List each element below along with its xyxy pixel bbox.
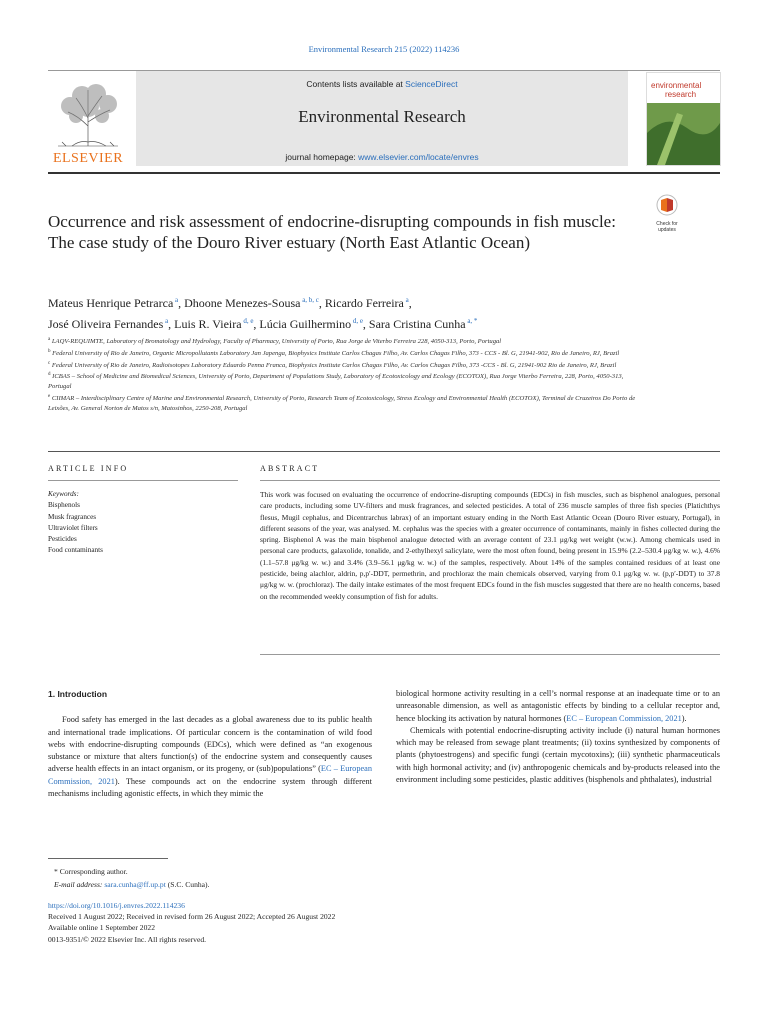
affiliation-item: $^e$ CIIMAR – Interdisciplinary Centre of Marine and Environmental Research, University of Porto, Research Team of Ecotoxicology, Stress Ecology and Environmental Health (ECOTOX), Terminal de Cruzeiros Do Porto de Leixões, Av. General Norton de Matos s/n, Matosinhos, 2250-208, Portugal [48,393,636,412]
author-affiliation-marker[interactable]: a [165,317,169,325]
affiliation-item: $^b$ Federal University of Rio de Janeiro, Organic Micropollutants Laboratory Jan Japenga, Biophysics Institute Carlos Chagas Filho, Av. Carlos Chagas Filho, 373 - CCS - Bl. G, 21941-902, Rio de Janeiro, RJ, Brazil [48,348,620,357]
body-paragraph: biological hormone activity resulting in a cell’s normal response at an inadequate time or to an unreasonable dimension, as well as antagonistic effects by binding to a cellular receptor and, hence blocking its activation by natural hormones (EC – European Commission, 2021). [396,689,720,723]
elsevier-wordmark[interactable]: ELSEVIER [52,151,124,166]
author-name[interactable]: Dhoone Menezes-Sousa [184,296,301,310]
journal-title: Environmental Research [298,107,466,126]
keywords-block [48,489,238,557]
article-info-top-rule [48,451,720,452]
affiliation-item: $^a$ LAQV-REQUIMTE, Laboratory of Bromatology and Hydrology, Faculty of Pharmacy, University of Porto, Rua Jorge de Viterbo Ferreira 228, 4050-313, Porto, Portugal [48,337,502,346]
citation-link[interactable]: EC – European Commission, 2021 [48,764,372,786]
journal-reference-link[interactable]: Environmental Research 215 (2022) 114236 [308,44,460,54]
keywords-label: Keywords: [48,490,79,498]
author-affiliation-marker[interactable]: a, b, c [302,296,319,304]
abstract-text: This work was focused on evaluating the occurrence of endocrine-disrupting compounds (EDCs) in fish muscles, such as bisphenol analogues, personal care products, including some UV-filters and musk fragrances, and selected pesticides. A total of 236 muscle samples of three fish species (Platichthys flesus, Mugil cephalus, and Dicentrarchus labrax) of an important estuary ending in the North East Atlantic Ocean (Douro River estuary, Portugal), in different seasons of the year, was analysed. M. cephalus was the species with a greater occurrence of contaminants, mainly in fishes collected during the spring. Bisphenol A was the main bisphenol analogue detected with an average content of 23.1 μg/kg wet weight (w.w.). Among chemicals used in personal care products, galaxolide, tonalide, and 2-ethylhexyl salicylate, were the most often found, being present in 15.9% (2.2–530.4 μg/kg w. w.), 4.6% (1.1–57.8 μg/kg w. w.) and 3.4% (3.9–56.1 μg/kg w. w.) of the samples, respectively. About 14% of the samples contained residues of at least one pesticide, being alachlor, aldrin, p,p′-DDT, permethrin, and prochloraz the main chemicals observed, varying from 0.1 μg/kg w. w. (p,p′-DDT) to 37.8 μg/kg w. w. (prochloraz). The daily intake estimates of the most frequent EDCs found in the fish muscles suggested that there are no health concerns, based on the recommended weekly consumption of fish for adults. [260,490,720,601]
journal-homepage-line [136,152,628,162]
abstract-bottom-rule [260,654,720,655]
author-name[interactable]: Luis R. Vieira [174,317,242,331]
sciencedirect-link[interactable]: ScienceDirect [405,79,458,89]
check-updates-line-1: Check for [656,221,678,227]
contents-available-line [136,79,628,89]
abstract-rule [260,480,720,481]
affiliation-item: $^c$ Federal University of Rio de Janeiro, Radioisotopes Laboratory Eduardo Penna Franca, Biophysics Institute Carlos Chagas Filho, Av. Carlos Chagas Filho, 373 -CCS - Bl. G, 21941-902 Rio de Janeiro, RJ, Brazil [48,360,617,369]
keyword-item[interactable]: Food contaminants [48,546,103,555]
body-paragraph: Food safety has emerged in the last decades as a global awareness due to its public health and international trade implications. Of particular concern is the contamination of wild food webs with endocrine-disrupting compounds (EDCs), which were defined as “an exogenous substance or mixture that alters function(s) of the endocrine system and consequently causes adverse health effects in an intact organism, or its progeny, or (sub)populations” (EC – European Commission, 2021). These compounds act on the endocrine system through different mechanisms including agonistic effects, in which they mimic the [48,715,372,799]
corresponding-author-footnote [54,866,454,891]
keyword-item[interactable]: Ultraviolet filters [48,523,98,532]
citation-link[interactable]: EC – European Commission, 2021 [566,713,682,723]
doi-link[interactable]: https://doi.org/10.1016/j.envres.2022.114236 [48,901,185,910]
journal-cover-thumbnail[interactable] [646,72,721,166]
article-info-rule [48,480,238,481]
author-name[interactable]: Mateus Henrique Petrarca [48,296,174,310]
author-name[interactable]: Lúcia Guilhermino [259,317,352,331]
received-dates: Received 1 August 2022; Received in revised form 26 August 2022; Accepted 26 August 2022 [48,912,336,922]
email-suffix: (S.C. Cunha). [165,879,210,889]
publication-info-block [48,900,548,945]
available-online-date: Available online 1 September 2022 [48,923,155,933]
author-name[interactable]: Ricardo Ferreira [324,296,404,310]
check-updates-icon [650,194,684,216]
author-affiliation-marker[interactable]: a [175,296,179,304]
header-bottom-rule [48,172,720,174]
contents-prefix: Contents lists available at [306,79,406,89]
email-line [54,879,454,892]
journal-homepage-link[interactable]: www.elsevier.com/locate/envres [358,152,479,162]
body-left-column [48,688,372,800]
check-for-updates-button[interactable] [650,194,684,233]
email-link[interactable]: sara.cunha@ff.up.pt [104,879,166,889]
affiliation-list [48,335,636,413]
author-name[interactable]: Sara Cristina Cunha [368,317,466,331]
abstract-heading: ABSTRACT [260,464,320,473]
keyword-item[interactable]: Bisphenols [48,501,80,510]
email-label: E-mail address: [54,879,105,889]
body-right-column [396,688,720,786]
author-name[interactable]: José Oliveira Fernandes [48,317,164,331]
author-list: Mateus Henrique Petrarca $^a$, Dhoone Menezes-Sousa $^{a, b, c}$, Ricardo Ferreira $^a$, José Oliveira Fernandes $^a$, Luis R. Vieira $^{d, e}$, Lúcia Guilhermino $^{d, e}$, Sara Cristina Cunha $^{a, *}$ [48,296,478,331]
homepage-prefix: journal homepage: [285,152,359,162]
affiliation-item: $^d$ ICBAS – School of Medicine and Biomedical Sciences, University of Porto, Department of Populations Study, Laboratory of Ecotoxicology and Ecology (ECOTOX), Rua Jorge Viterbo Ferreira, 228, Porto, 4050-313, Portugal [48,372,624,391]
section-heading-introduction: 1. Introduction [48,689,108,699]
footnote-rule [48,858,168,859]
article-title: Occurrence and risk assessment of endocrine-disrupting compounds in fish muscle: The case study of the Douro River estuary (North East Atlantic Ocean) [48,212,616,252]
keyword-item[interactable]: Musk fragrances [48,512,97,521]
author-affiliation-marker[interactable]: a [405,296,409,304]
author-affiliation-marker[interactable]: a, * [467,317,478,325]
keyword-item[interactable]: Pesticides [48,535,77,544]
cover-title-line-1: environmental [651,81,702,90]
author-affiliation-marker[interactable]: d, e [243,317,254,325]
article-info-heading: ARTICLE INFO [48,464,129,473]
body-paragraph: Chemicals with potential endocrine-disrupting activity include (i) natural human hormones which may be released from sewage plant treatments; (ii) toxins synthesized by components of plants (phytoestrogens) and specific fungi (certain mycotoxins); (iii) synthetic pharmaceuticals with high hormonal activity; and (iv) anthropogenic chemicals and by-products released into the environment including some pesticides, plastic additives (bisphenols and phthalates), industrial [396,725,720,785]
corresponding-author-note: * Corresponding author. [54,867,128,876]
check-updates-line-2: updates [658,227,676,233]
copyright-notice: 0013-9351/© 2022 Elsevier Inc. All rights reserved. [48,934,207,944]
check-updates-label [650,221,684,233]
author-affiliation-marker[interactable]: d, e [352,317,363,325]
cover-title-line-2: research [665,90,697,99]
